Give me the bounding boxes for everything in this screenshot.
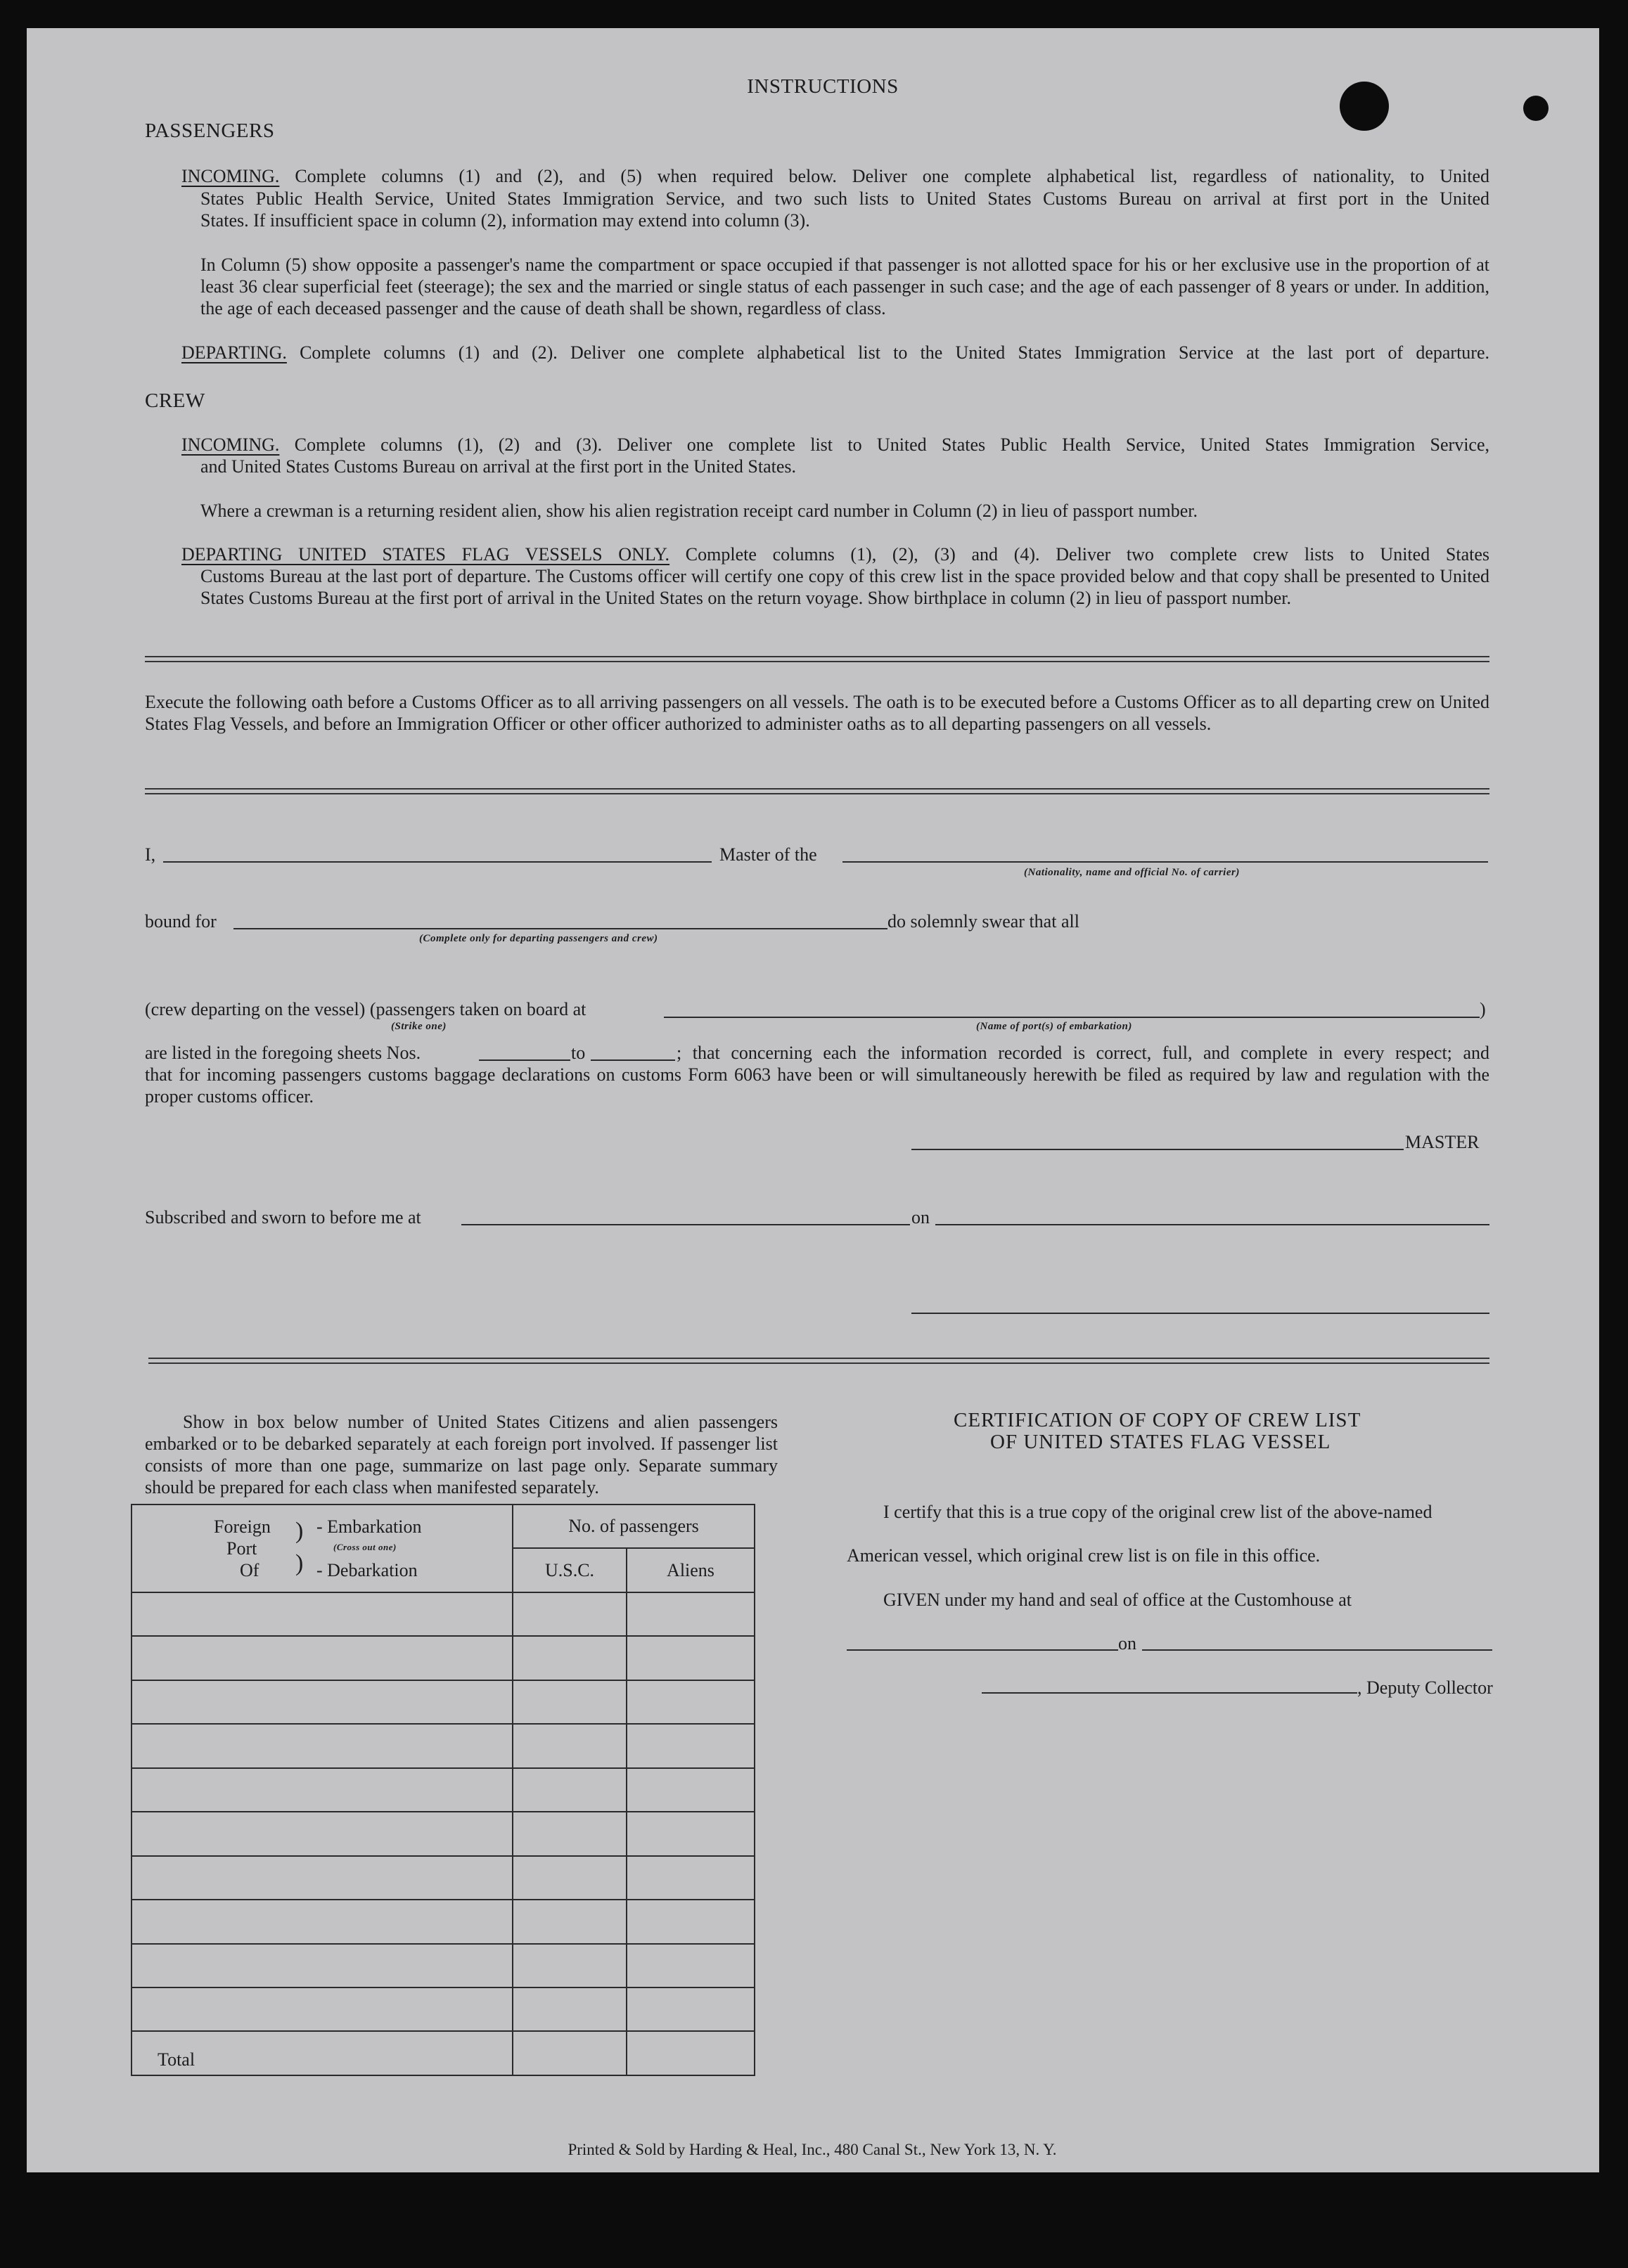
crew-incoming-label: INCOMING. [181,434,280,455]
oath-i-label: I, [145,844,156,865]
resident-alien-note: Where a crewman is a returning resident alien, show his alien registration receipt card number in Column (2) in lieu of passport number. [200,501,1198,521]
crew-departing-rest: Customs Bureau at the last port of departure. The Customs officer will certify one copy of this crew list in the space provided below and that copy shall be presented to United States Customs Bureau at the first port of arrival in the United States on the return voyage. Show birthplace in column (2) in lieu of passport number. [200,566,1489,608]
certification-date-field[interactable] [1142,1649,1492,1651]
punch-hole [1523,96,1549,121]
listed-suffix: ; that concerning each the information recorded is correct, full, and complete in every respect; and [677,1043,1489,1063]
certification-on-word: on [1118,1633,1136,1654]
table-row [132,1944,755,1987]
to-word: to [571,1043,586,1063]
table-row [132,1680,755,1724]
certification-line2: American vessel, which original crew list is on file in this office. [847,1545,1321,1566]
certification-title-1: CERTIFICATION OF COPY OF CREW LIST [954,1409,1361,1431]
master-of-the-label: Master of the [719,844,817,865]
certification-line3: GIVEN under my hand and seal of office at the Customhouse at [883,1590,1352,1610]
brace-top: ) [295,1518,304,1544]
complete-only-caption: (Complete only for departing passengers and crew) [419,933,658,944]
customhouse-field[interactable] [847,1649,1118,1651]
passengers-incoming-line1: INCOMING. Complete columns (1) and (2), and (5) when required below. Deliver one complete alphabetical list, regardless of nationality, to United [181,166,1490,186]
total-label: Total [132,2031,513,2075]
sworn-date-field[interactable] [935,1224,1489,1225]
table-row [132,1812,755,1855]
passengers-incoming-label: INCOMING. [181,166,280,186]
table-row [132,1592,755,1636]
bound-for-label: bound for [145,911,217,932]
embarkation-label: - Embarkation [316,1516,422,1537]
sheet-from-field[interactable] [479,1059,570,1061]
summary-instructions: Show in box below number of United States Citizens and alien passengers embarked or to be debarked separately at each foreign port involved. If passenger list consists of more than one page, summarize on last page only. Separate summary should be prepared for each class when manifested separately. [145,1412,778,1497]
table-row [132,1768,755,1812]
sworn-on-word: on [911,1207,930,1228]
certification-title-2: OF UNITED STATES FLAG VESSEL [990,1431,1331,1453]
passengers-heading: PASSENGERS [145,120,275,142]
sworn-place-field[interactable] [461,1224,910,1225]
divider [145,656,1489,662]
vessel-field[interactable] [842,861,1488,863]
table-row [132,1987,755,2031]
total-row [132,2031,755,2075]
deputy-signature-field[interactable] [982,1692,1357,1694]
table-row [132,1636,755,1680]
crew-departing-line1: DEPARTING UNITED STATES FLAG VESSELS ONLY. Complete columns (1), (2), (3) and (4). Deliver two complete crew lists to United States [181,544,1490,565]
no-passengers-header: No. of passengers [513,1505,755,1548]
printer-footer: Printed & Sold by Harding & Heal, Inc., 480 Canal St., New York 13, N. Y. [568,2141,1057,2158]
master-name-field[interactable] [163,861,712,863]
passengers-incoming-line2: States Public Health Service, United States Immigration Service, and two such lists to United States Customs Bureau on arrival at first port in the United [200,188,1489,209]
close-paren: ) [1480,999,1486,1019]
debarkation-label: - Debarkation [316,1560,418,1580]
strike-one-caption: (Strike one) [391,1021,447,1032]
divider [145,788,1489,794]
of-label: Of [240,1560,259,1580]
table-row [132,1900,755,1943]
bound-for-field[interactable] [233,928,887,929]
master-signature-field[interactable] [911,1149,1404,1150]
master-label: MASTER [1405,1132,1480,1152]
listed-rest: that for incoming passengers customs baggage declarations on customs Form 6063 have been or will simultaneously herewith be filed as required by law and regulation with the proper customs officer. [145,1064,1489,1107]
port-header-cell [132,1505,513,1592]
port-caption: (Name of port(s) of embarkation) [976,1021,1132,1032]
passengers-departing: DEPARTING. Complete columns (1) and (2). Deliver one complete alphabetical list to the United States Immigration Service at the last port of departure. [181,342,1489,363]
nationality-caption: (Nationality, name and official No. of carrier) [1024,867,1240,878]
crew-incoming-line2: and United States Customs Bureau on arrival at the first port in the United States. [200,456,797,477]
brace-bottom: ) [295,1550,304,1576]
port-label: Port [226,1538,257,1559]
page-title: INSTRUCTIONS [747,75,899,98]
column5-paragraph: In Column (5) show opposite a passenger's name the compartment or space occupied if that passenger is not allotted space for his or her exclusive use in the proportion of at least 36 clear superficial feet (steerage); the sex and the married or single status of each passenger in such case; and the age of each passenger of 8 years or under. In addition, the age of each deceased passenger and the cause of death shall be shown, regardless of class. [200,254,1489,318]
embarkation-port-field[interactable] [664,1017,1480,1018]
crew-passengers-text: (crew departing on the vessel) (passengers taken on board at [145,999,587,1019]
crew-departing-label: DEPARTING UNITED STATES FLAG VESSELS ONLY. [181,544,670,565]
table-row [132,1856,755,1900]
passenger-summary-table [131,1504,755,2076]
oath-instructions: Execute the following oath before a Customs Officer as to all arriving passengers on all vessels. The oath is to be executed before a Customs Officer as to all departing crew on United States Flag Vessels, and before an Immigration Officer or other officer authorized to administer oaths as to all departing passengers on all vessels. [145,692,1489,734]
officer-signature-field[interactable] [911,1313,1489,1314]
solemnly-swear-text: do solemnly swear that all [887,911,1079,932]
crew-heading: CREW [145,389,205,412]
foreign-label: Foreign [214,1516,271,1537]
usc-header: U.S.C. [513,1548,627,1592]
listed-prefix: are listed in the foregoing sheets Nos. [145,1043,421,1063]
deputy-collector-label: , Deputy Collector [1357,1677,1493,1698]
certification-line1: I certify that this is a true copy of the original crew list of the above-named [883,1502,1432,1522]
crew-incoming-line1: INCOMING. Complete columns (1), (2) and (3). Deliver one complete list to United States Public Health Service, United States Immigration Service, [181,434,1489,455]
passengers-incoming-line3: States. If insufficient space in column (2), information may extend into column (3). [200,210,810,231]
passengers-departing-label: DEPARTING. [181,342,287,363]
divider [148,1358,1489,1364]
cross-out-caption: (Cross out one) [333,1542,397,1552]
table-row [132,1724,755,1767]
sheet-to-field[interactable] [591,1059,675,1061]
aliens-header: Aliens [627,1548,755,1592]
subscribed-text: Subscribed and sworn to before me at [145,1207,421,1228]
